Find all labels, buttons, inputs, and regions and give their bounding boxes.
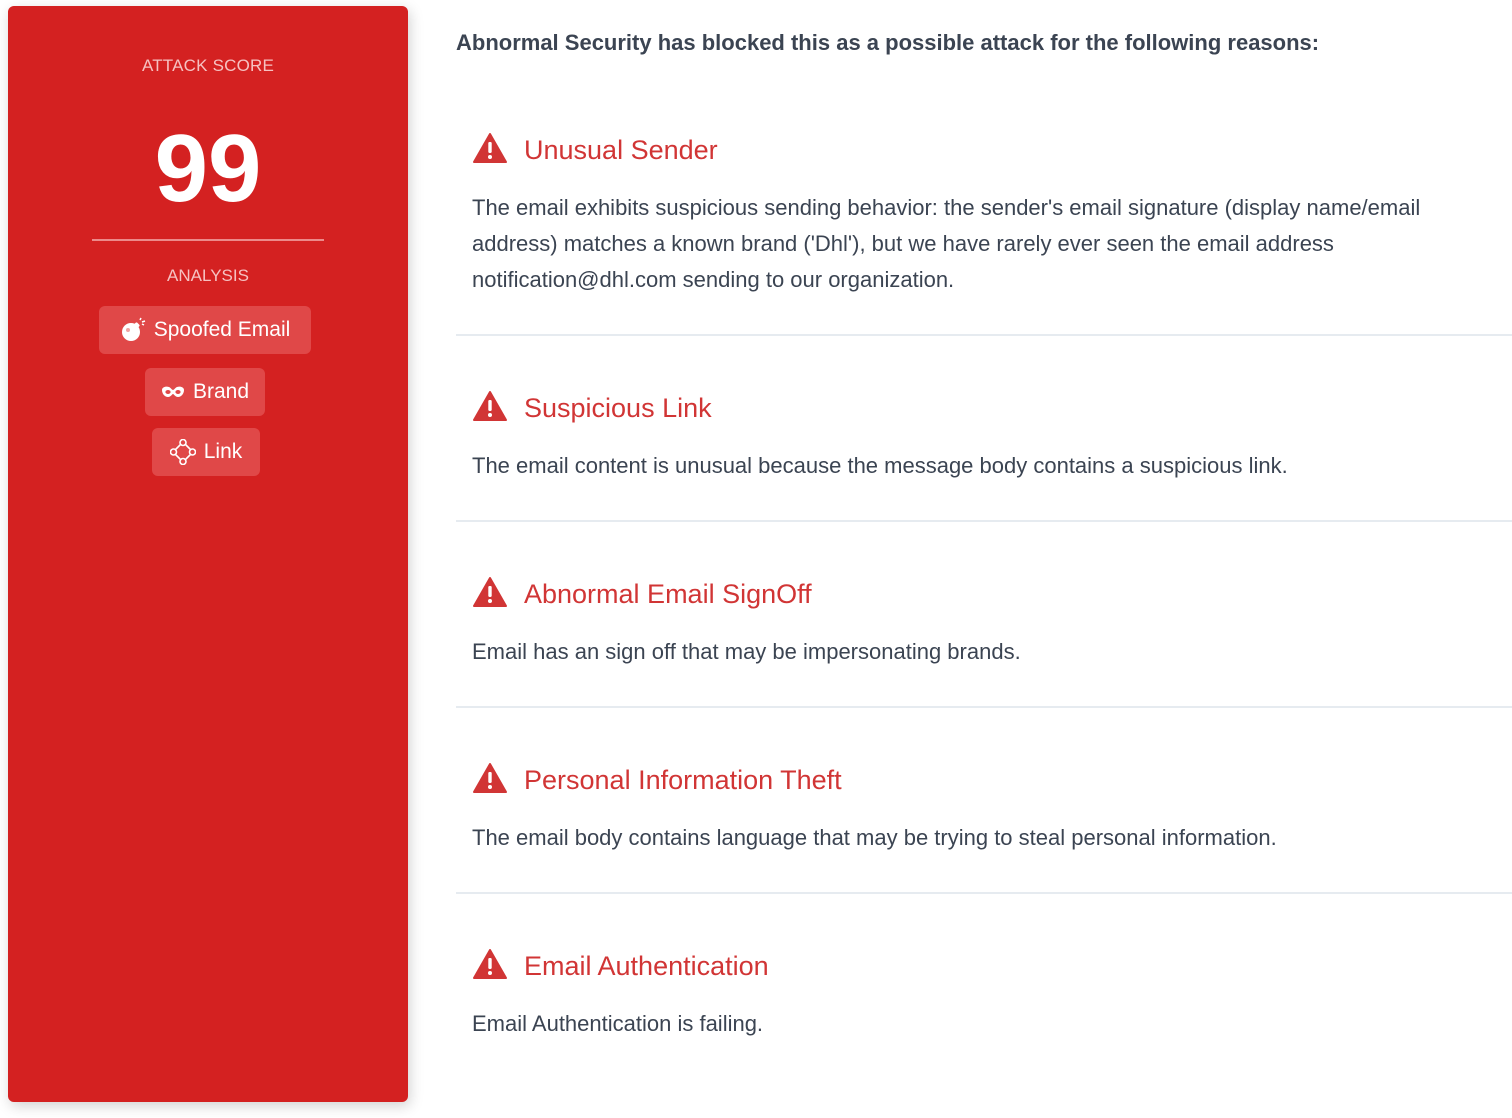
reason-divider <box>456 706 1512 708</box>
intro-text: Abnormal Security has blocked this as a possible attack for the following reasons: <box>456 30 1320 55</box>
score-divider <box>92 239 324 241</box>
reason-header <box>472 576 812 613</box>
mask-icon <box>161 385 185 399</box>
reason-title: Unusual Sender <box>524 135 718 165</box>
warning-triangle-icon <box>472 132 508 169</box>
warning-triangle-icon <box>472 390 508 427</box>
reason-description: The email exhibits suspicious sending behavior: the sender's email signature (display name/email address) matches a known brand ('Dhl'), but we have rarely ever seen the email address notification@dhl.com sending to our organization. <box>472 195 1421 292</box>
reasons-content <box>456 0 1512 1118</box>
analysis-tag-label: Link <box>203 440 243 463</box>
analysis-tag-link[interactable] <box>152 428 260 476</box>
reason-title: Abnormal Email SignOff <box>524 579 812 609</box>
reason-title: Personal Information Theft <box>524 765 842 795</box>
reason-suspicious-link <box>456 390 1512 522</box>
attack-score-panel <box>8 6 408 1102</box>
warning-triangle-icon <box>472 576 508 613</box>
reason-header <box>472 762 842 799</box>
analysis-tag-label: Spoofed Email <box>153 318 291 341</box>
warning-triangle-icon <box>472 948 508 985</box>
link-nodes-icon <box>170 439 196 465</box>
analysis-tag-spoofed-email[interactable] <box>99 306 311 354</box>
warning-triangle-icon <box>472 762 508 799</box>
reason-unusual-sender <box>456 132 1512 336</box>
reason-divider <box>456 520 1512 522</box>
reason-divider <box>456 892 1512 894</box>
attack-score-value: 99 <box>154 115 262 222</box>
reason-divider <box>456 334 1512 336</box>
reason-header <box>472 948 769 985</box>
reason-header <box>472 132 718 169</box>
reason-abnormal-email-signoff <box>456 576 1512 708</box>
attack-score-label: ATTACK SCORE <box>141 56 275 75</box>
analysis-label: ANALYSIS <box>167 266 249 285</box>
reason-description: The email body contains language that may be trying to steal personal information. <box>472 825 1277 850</box>
reason-description: Email Authentication is failing. <box>472 1011 764 1036</box>
reason-title: Email Authentication <box>524 951 769 981</box>
reason-header <box>472 390 712 427</box>
analysis-tag-label: Brand <box>192 380 250 403</box>
reason-personal-information-theft <box>456 762 1512 894</box>
reason-title: Suspicious Link <box>524 393 712 423</box>
reason-description: Email has an sign off that may be impersonating brands. <box>472 639 1021 664</box>
bomb-icon <box>120 317 146 343</box>
reason-email-authentication <box>456 948 1512 1058</box>
analysis-tag-brand[interactable] <box>145 368 265 416</box>
reason-description: The email content is unusual because the message body contains a suspicious link. <box>472 453 1288 478</box>
